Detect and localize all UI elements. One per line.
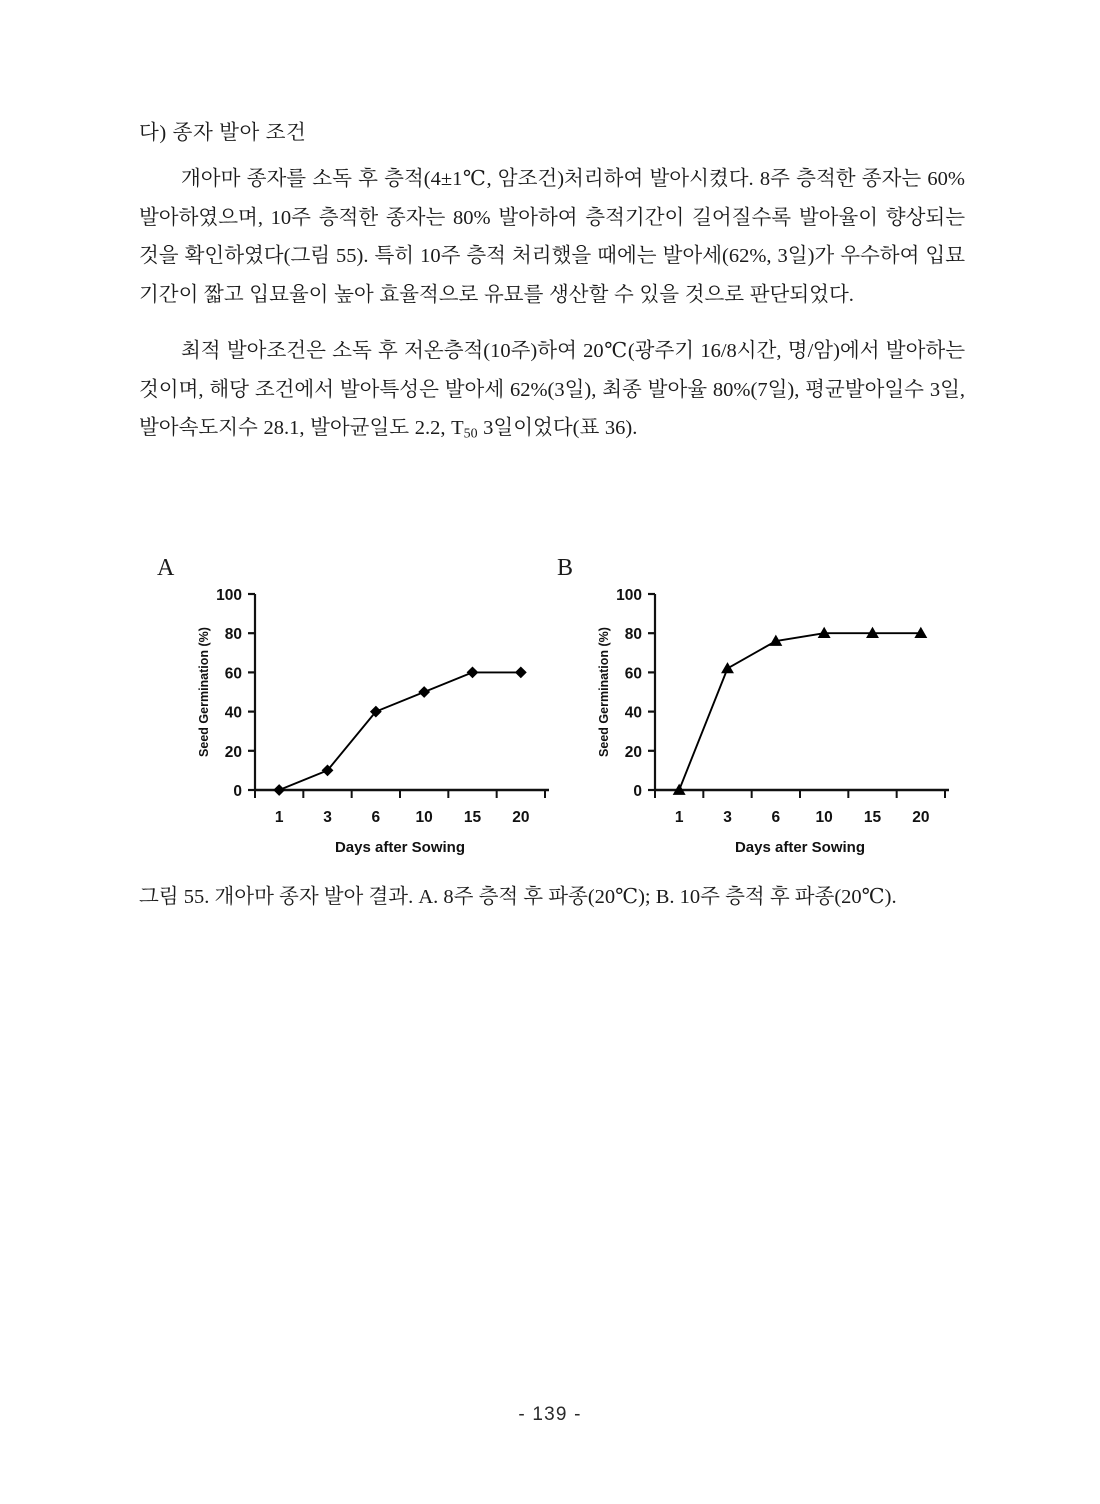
paragraph-2-part1: 최적 발아조건은 소독 후 저온층적(10주)하여 20℃(광주기 16/8시간, 명/암)에서 발아하는 것이며, 해당 조건에서 발아특성은 발아세 62%(3일), 최종 발아율 80%(7일), 평균발아일수 3일, 발아속도지수 28.1, 발아균일도 2.2, T: [139, 340, 965, 439]
y-tick-label: 100: [616, 587, 642, 604]
page-number: - 139 -: [518, 1404, 582, 1425]
data-point-marker: [274, 785, 284, 795]
chart-panel-b: [547, 552, 957, 862]
data-point-marker: [419, 687, 429, 697]
panel-a-letter: A: [157, 555, 175, 581]
y-tick-label: 80: [224, 626, 242, 644]
y-tick-label: 20: [224, 743, 242, 761]
section-heading: 다) 종자 발아 조건: [139, 122, 307, 144]
panel-b-letter: B: [557, 555, 574, 581]
chart-panel-a: [147, 552, 557, 862]
y-tick-label: 0: [233, 783, 242, 800]
x-tick-label: 10: [815, 809, 833, 826]
y-tick-label: 80: [624, 626, 642, 644]
y-axis-label: Seed Germination (%): [197, 627, 211, 757]
x-tick-label: 20: [512, 809, 530, 826]
chart-b-svg: [547, 552, 957, 862]
y-tick-label: 40: [224, 704, 242, 722]
x-axis-label: Days after Sowing: [734, 839, 866, 856]
chart-a-svg: [147, 552, 557, 862]
x-tick-label: 3: [723, 809, 732, 826]
paragraph-2: [139, 332, 965, 454]
x-tick-label: 15: [463, 809, 482, 826]
y-tick-label: 0: [633, 783, 642, 800]
body-text-block: [139, 118, 965, 460]
paragraph-1: 개아마 종자를 소독 후 층적(4±1℃, 암조건)처리하여 발아시켰다. 8주 층적한 종자는 60% 발아하였으며, 10주 층적한 종자는 80% 발아하여 층적기간이 길어질수록 발아율이 향상되는 것을 확인하였다(그림 55). 특히 10주 층적 처리했을 때에는 발아세(62%, 3일)가 우수하여 입묘기간이 짧고 입묘율이 높아 효율적으로 유묘를 생산할 수 있을 것으로 판단되었다.: [139, 168, 965, 306]
data-point-marker: [467, 667, 477, 677]
x-tick-label: 1: [274, 809, 284, 826]
y-axis-label: Seed Germination (%): [597, 627, 611, 757]
data-line: [679, 633, 921, 790]
plot-area: [597, 587, 949, 856]
figure-55: [139, 552, 969, 862]
x-tick-label: 1: [674, 809, 684, 826]
x-tick-label: 15: [863, 809, 882, 826]
y-tick-label: 60: [224, 665, 242, 683]
x-axis-label: Days after Sowing: [334, 839, 466, 856]
figure-caption: 그림 55. 개아마 종자 발아 결과. A. 8주 층적 후 파종(20℃); B. 10주 층적 후 파종(20℃).: [139, 886, 897, 908]
x-tick-label: 20: [912, 809, 930, 826]
x-tick-label: 6: [771, 809, 781, 826]
y-tick-label: 100: [216, 587, 242, 604]
x-tick-label: 3: [323, 809, 332, 826]
paragraph-2-part2: 3일이었다(표 36).: [477, 417, 638, 439]
y-tick-label: 20: [624, 743, 642, 761]
plot-area: [197, 587, 549, 856]
y-tick-label: 40: [624, 704, 642, 722]
t50-subscript: 50: [463, 426, 478, 442]
data-line: [279, 672, 521, 790]
x-tick-label: 6: [371, 809, 381, 826]
data-point-marker: [722, 663, 733, 673]
y-tick-label: 60: [624, 665, 642, 683]
x-tick-label: 10: [415, 809, 433, 826]
data-point-marker: [516, 667, 526, 677]
